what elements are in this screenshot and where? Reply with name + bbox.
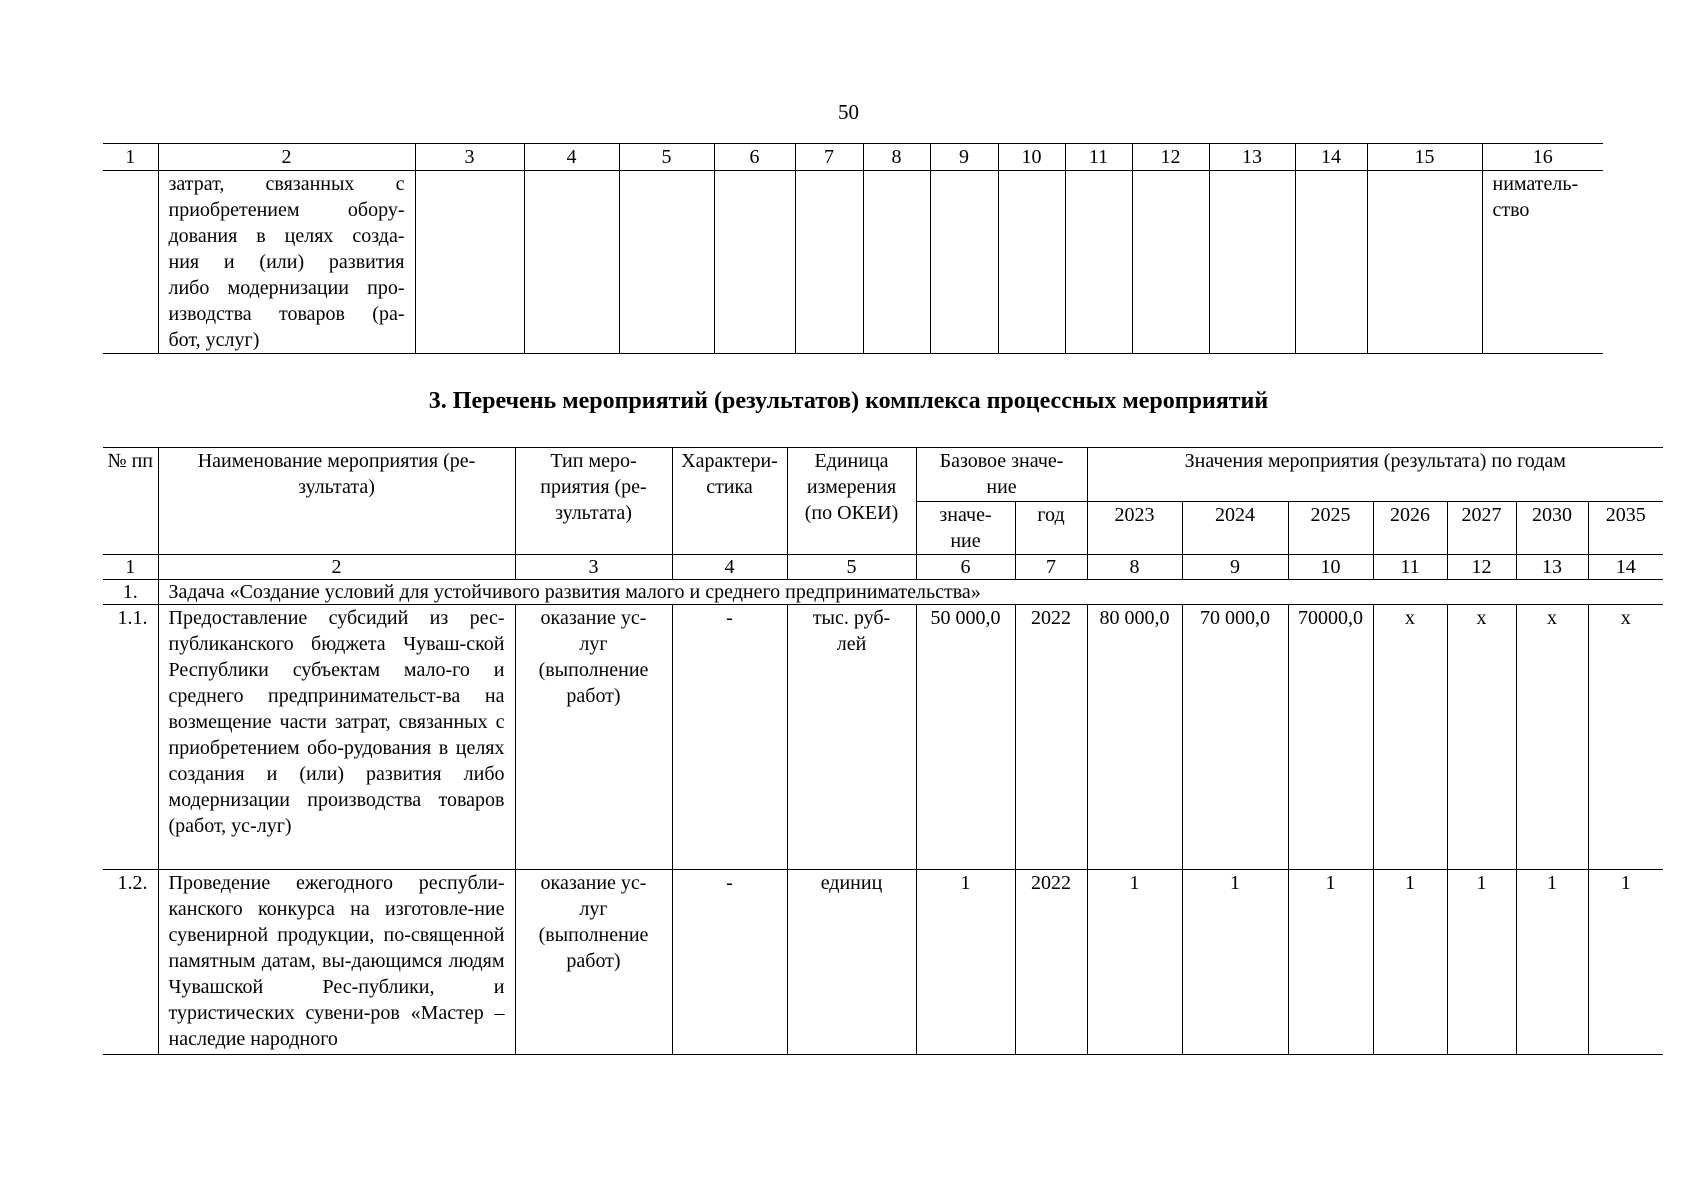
column-number: 10 — [1288, 555, 1373, 580]
task-text: Задача «Создание условий для устойчивого развития малого и среднего предпринимательства» — [158, 580, 1663, 605]
header-unit: Единица измерения (по ОКЕИ) — [787, 448, 916, 555]
column-number: 11 — [1373, 555, 1447, 580]
task-row — [103, 580, 1663, 605]
header-by-years: Значения мероприятия (результата) по годам — [1087, 448, 1663, 502]
continuation-col16-cell — [1482, 171, 1603, 354]
column-number: 14 — [1295, 144, 1367, 171]
row-value: 70 000,0 — [1182, 605, 1288, 870]
row-value: 1 — [1373, 870, 1447, 1055]
header-year: 2024 — [1182, 501, 1288, 555]
continuation-table — [103, 143, 1603, 354]
column-number: 8 — [863, 144, 930, 171]
header-name: Наименование мероприятия (ре-зультата) — [158, 448, 515, 555]
column-number: 10 — [998, 144, 1065, 171]
column-number: 8 — [1087, 555, 1182, 580]
header-year: 2030 — [1516, 501, 1588, 555]
row-base-year: 2022 — [1015, 870, 1087, 1055]
text-line: ниматель- — [1492, 173, 1579, 195]
column-number: 1 — [103, 555, 158, 580]
header-base-value-value: значе-ние — [916, 501, 1015, 555]
header-row-1 — [103, 448, 1663, 502]
continuation-body-row — [103, 171, 1603, 354]
text-line: дования в целях созда- — [168, 225, 405, 247]
row-unit: тыс. руб-лей — [787, 605, 916, 870]
column-numbers-row — [103, 555, 1663, 580]
row-value: 1 — [1288, 870, 1373, 1055]
text-line: изводства товаров (ра- — [168, 303, 405, 325]
row-value: 80 000,0 — [1087, 605, 1182, 870]
header-characteristic: Характери-стика — [672, 448, 787, 555]
row-base-value: 50 000,0 — [916, 605, 1015, 870]
header-base-value-year: год — [1015, 501, 1087, 555]
column-number: 13 — [1516, 555, 1588, 580]
column-number: 7 — [1015, 555, 1087, 580]
measures-table — [103, 447, 1663, 1055]
header-year: 2026 — [1373, 501, 1447, 555]
row-characteristic: - — [672, 870, 787, 1055]
row-name: Проведение ежегодного республи-канского конкурса на изготовле-ние сувенирной продукции, по-священной памятным датам, вы-дающимся людям Чувашской Рес-публики, и туристических сувени-ров «Мастер – наследие народного — [158, 870, 515, 1055]
continuation-name-text — [159, 171, 415, 353]
text-line: затрат, связанных с — [168, 173, 405, 195]
column-number: 5 — [619, 144, 714, 171]
column-number: 16 — [1482, 144, 1603, 171]
row-base-value: 1 — [916, 870, 1015, 1055]
row-value: 1 — [1516, 870, 1588, 1055]
header-num: № пп — [103, 448, 158, 555]
column-number: 6 — [916, 555, 1015, 580]
row-characteristic: - — [672, 605, 787, 870]
task-num: 1. — [103, 580, 158, 605]
text-line: ство — [1492, 199, 1530, 221]
text-line: либо модернизации про- — [168, 277, 405, 299]
row-type: оказание ус-луг (выполнение работ) — [515, 605, 672, 870]
column-number: 1 — [103, 144, 158, 171]
row-value: х — [1516, 605, 1588, 870]
row-value: 1 — [1447, 870, 1516, 1055]
column-number: 14 — [1588, 555, 1663, 580]
header-year: 2035 — [1588, 501, 1663, 555]
header-year: 2023 — [1087, 501, 1182, 555]
column-number: 2 — [158, 144, 415, 171]
column-number: 3 — [515, 555, 672, 580]
column-number: 2 — [158, 555, 515, 580]
row-name: Предоставление субсидий из рес-публиканского бюджета Чуваш-ской Республики субъектам мало-го и среднего предпринимательст-ва на возмещение части затрат, связанных с приобретением обо-рудования в целях создания и (или) развития либо модернизации производства товаров (работ, ус-луг) — [158, 605, 515, 870]
table-row — [103, 870, 1663, 1055]
row-num: 1.1. — [103, 605, 158, 870]
row-value: 1 — [1182, 870, 1288, 1055]
column-number: 6 — [714, 144, 795, 171]
row-base-year: 2022 — [1015, 605, 1087, 870]
row-type: оказание ус-луг (выполнение работ) — [515, 870, 672, 1055]
row-unit: единиц — [787, 870, 916, 1055]
page-number: 50 — [838, 100, 859, 124]
text-line: ния и (или) развития — [168, 251, 405, 273]
column-number: 4 — [524, 144, 619, 171]
column-number: 12 — [1132, 144, 1209, 171]
column-number: 15 — [1367, 144, 1482, 171]
row-value: 1 — [1087, 870, 1182, 1055]
row-value: х — [1373, 605, 1447, 870]
column-number: 3 — [415, 144, 524, 171]
column-number: 12 — [1447, 555, 1516, 580]
text-line: приобретением обору- — [168, 199, 405, 221]
section-title: 3. Перечень мероприятий (результатов) комплекса процессных мероприятий — [428, 388, 1269, 414]
row-num: 1.2. — [103, 870, 158, 1055]
row-value: х — [1447, 605, 1516, 870]
column-number: 9 — [1182, 555, 1288, 580]
continuation-header-row — [103, 144, 1603, 171]
continuation-name-cell — [158, 171, 415, 354]
row-value: х — [1588, 605, 1663, 870]
header-type: Тип меро-приятия (ре-зультата) — [515, 448, 672, 555]
header-base-value: Базовое значе-ние — [916, 448, 1087, 502]
text-line: бот, услуг) — [168, 329, 260, 351]
row-value: 70000,0 — [1288, 605, 1373, 870]
column-number: 7 — [795, 144, 863, 171]
header-year: 2027 — [1447, 501, 1516, 555]
table-row — [103, 605, 1663, 870]
column-number: 13 — [1209, 144, 1295, 171]
column-number: 9 — [930, 144, 998, 171]
column-number: 4 — [672, 555, 787, 580]
row-value: 1 — [1588, 870, 1663, 1055]
header-year: 2025 — [1288, 501, 1373, 555]
column-number: 5 — [787, 555, 916, 580]
column-number: 11 — [1065, 144, 1132, 171]
